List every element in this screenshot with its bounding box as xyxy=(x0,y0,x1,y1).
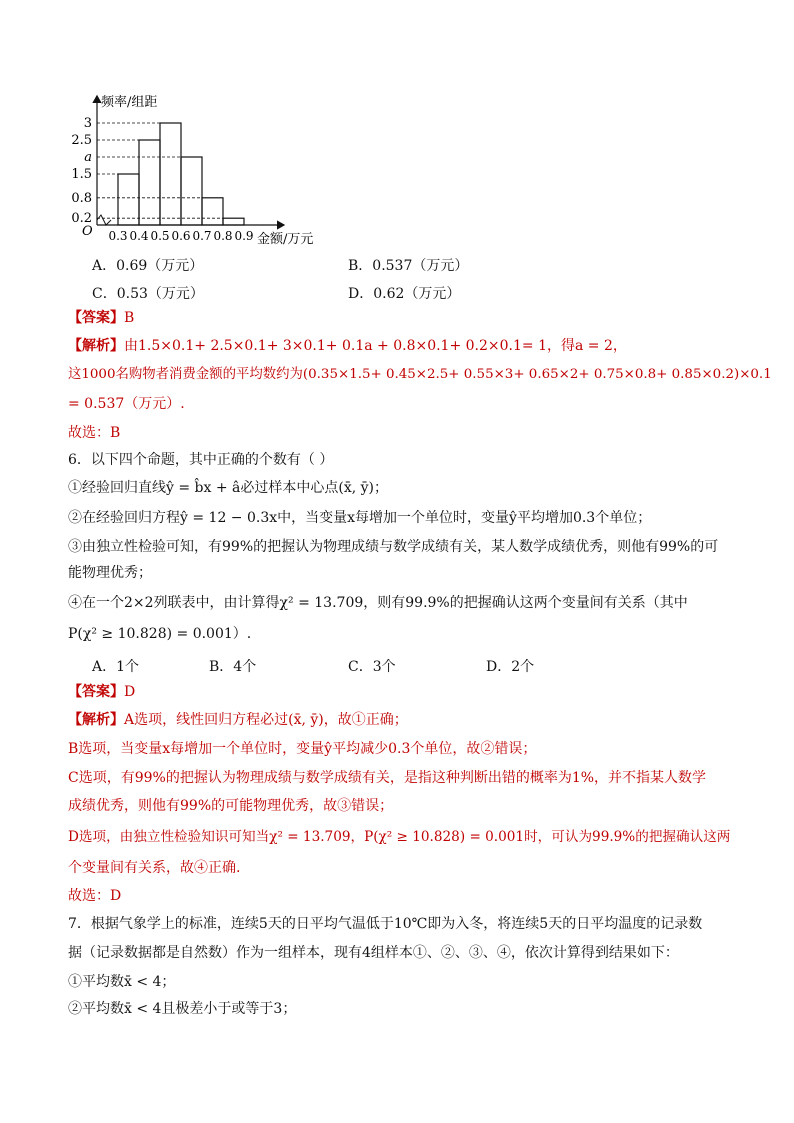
q5-option-b: B．0.537（万元） xyxy=(348,258,469,274)
q6-analysis-a xyxy=(68,710,408,730)
q6-option-d: D．2个 xyxy=(486,659,535,675)
histogram-bar xyxy=(223,218,244,225)
q5-analysis-line-3: = 0.537（万元）. xyxy=(68,396,185,412)
q6-statement-3a: ③由独立性检验可知，有99%的把握认为物理成绩与数学成绩有关，某人数学成绩优秀，则他有99%的可 xyxy=(68,539,719,555)
q5-choose: 故选：B xyxy=(68,425,121,441)
q6-statement-3b: 能物理优秀； xyxy=(68,565,152,581)
x-tick-label: 0.4 xyxy=(129,229,149,243)
histogram-bar xyxy=(160,123,181,225)
q6-analysis-c2: 成绩优秀，则他有99%的可能物理优秀，故③错误； xyxy=(68,798,394,814)
q6-option-b: B．4个 xyxy=(209,659,257,675)
q5-option-a: A．0.69（万元） xyxy=(92,258,204,274)
q6-statement-4b: P(χ² ≥ 10.828) = 0.001）. xyxy=(68,626,252,642)
x-tick-label: 0.3 xyxy=(108,229,128,243)
q5-option-c: C．0.53（万元） xyxy=(92,286,204,302)
analysis-text: A选项，线性回归方程必过(x̄, ȳ)，故①正确； xyxy=(124,712,408,728)
y-tick-label: 3 xyxy=(83,116,92,131)
q6-analysis-c1: C选项，有99%的把握认为物理成绩与数学成绩有关，是指这种判断出错的概率为1%，并不指某人数学 xyxy=(68,770,707,786)
answer-value: D xyxy=(124,684,136,700)
x-tick-label: 0.8 xyxy=(213,229,233,243)
q7-condition-2: ②平均数x̄ < 4且极差小于或等于3； xyxy=(68,1001,297,1017)
histogram-bar xyxy=(202,198,223,225)
frequency-histogram xyxy=(70,92,340,252)
q6-analysis-b: B选项，当变量x每增加一个单位时，变量ŷ平均减少0.3个单位，故②错误； xyxy=(68,741,537,757)
answer-tag: 【答案】 xyxy=(68,310,124,326)
q5-answer xyxy=(68,308,134,328)
q5-analysis-line-1 xyxy=(68,336,627,356)
q6-choose: 故选：D xyxy=(68,888,122,904)
q7-stem-line-2: 据（记录数据都是自然数）作为一组样本，现有4组样本①、②、③、④，依次计算得到结果如下： xyxy=(68,945,679,961)
analysis-tag: 【解析】 xyxy=(68,338,124,354)
y-axis-label: 频率/组距 xyxy=(101,95,158,110)
q7-condition-1: ①平均数x̄ < 4； xyxy=(68,974,176,990)
histogram-bar xyxy=(118,174,139,225)
origin-label: O xyxy=(82,224,93,239)
y-tick-label: 2.5 xyxy=(71,133,92,148)
q6-option-a: A．1个 xyxy=(92,659,140,675)
y-tick-label: 0.2 xyxy=(71,211,92,227)
histogram-bar xyxy=(139,140,160,225)
analysis-tag: 【解析】 xyxy=(68,712,124,728)
q6-stem: 6．以下四个命题，其中正确的个数有（ ） xyxy=(68,452,334,468)
q6-analysis-d2: 个变量间有关系，故④正确. xyxy=(68,860,241,876)
x-axis-label: 金额/万元 xyxy=(257,232,314,247)
answer-tag: 【答案】 xyxy=(68,684,124,700)
q7-stem-line-1: 7．根据气象学上的标准，连续5天的日平均气温低于10℃即为入冬，将连续5天的日平均温度的记录数 xyxy=(68,916,703,932)
analysis-text: 由1.5×0.1+ 2.5×0.1+ 3×0.1+ 0.1a + 0.8×0.1+ 0.2×0.1= 1，得a = 2， xyxy=(124,338,627,354)
x-tick-label: 0.7 xyxy=(192,229,212,243)
q6-answer xyxy=(68,682,135,702)
x-tick-label: 0.6 xyxy=(171,229,191,243)
q6-statement-4a: ④在一个2×2列联表中，由计算得χ² = 13.709，则有99.9%的把握确认这两个变量间有关系（其中 xyxy=(68,595,688,611)
q5-analysis-line-2: 这1000名购物者消费金额的平均数约为(0.35×1.5+ 0.45×2.5+ 0.55×3+ 0.65×2+ 0.75×0.8+ 0.85×0.2)×0.1 xyxy=(68,367,772,382)
y-tick-label: a xyxy=(84,150,92,165)
q5-option-d: D．0.62（万元） xyxy=(348,286,461,302)
y-tick-label: 1.5 xyxy=(71,167,92,182)
histogram-bar xyxy=(181,157,202,225)
q6-statement-1: ①经验回归直线ŷ = b̂x + â必过样本中心点(x̄, ȳ)； xyxy=(68,480,389,496)
x-tick-label: 0.9 xyxy=(234,229,254,243)
q6-option-c: C．3个 xyxy=(348,659,396,675)
y-tick-label: 0.8 xyxy=(71,190,92,206)
answer-value: B xyxy=(124,310,135,326)
q6-statement-2: ②在经验回归方程ŷ = 12 − 0.3x中，当变量x每增加一个单位时，变量ŷ平均增加0.3个单位； xyxy=(68,510,652,526)
x-tick-label: 0.5 xyxy=(150,229,170,243)
q6-analysis-d1: D选项，由独立性检验知识可知当χ² = 13.709，P(χ² ≥ 10.828) = 0.001时，可认为99.9%的把握确认这两 xyxy=(68,829,731,845)
axis-break-mark xyxy=(97,215,111,225)
